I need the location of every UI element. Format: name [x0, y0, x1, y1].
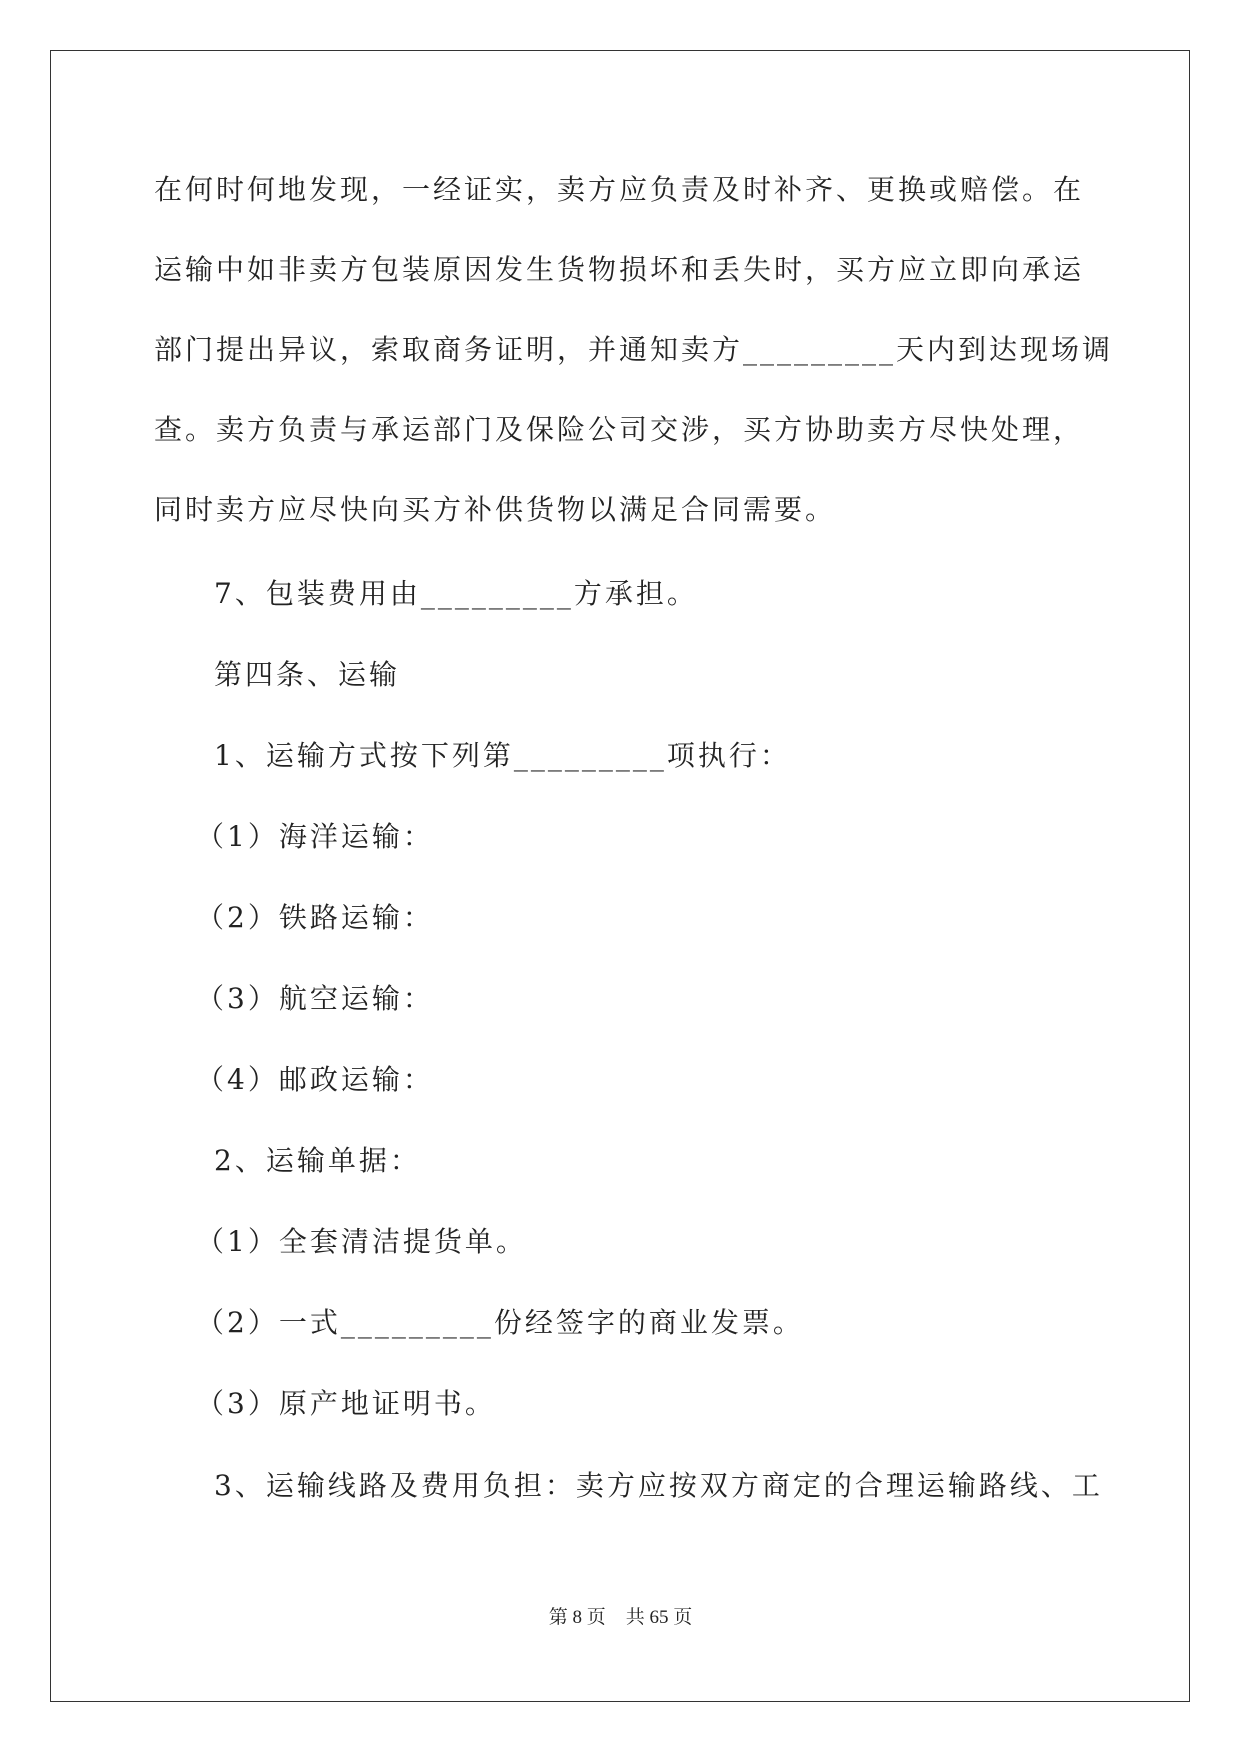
text-line: 7、包装费用由_________方承担。 [214, 577, 698, 610]
list-item: （2）铁路运输： [196, 901, 434, 934]
text-line: 1、运输方式按下列第_________项执行： [214, 739, 791, 772]
text-line: 运输中如非卖方包装原因发生货物损坏和丢失时，买方应立即向承运 [154, 253, 1085, 286]
text-line: 部门提出异议，索取商务证明，并通知卖方_________天内到达现场调 [154, 333, 1114, 366]
list-item: （3）原产地证明书。 [196, 1387, 496, 1420]
list-item: （1）海洋运输： [196, 820, 434, 853]
list-item: （2）一式_________份经签字的商业发票。 [196, 1306, 804, 1339]
text-line: 查。卖方负责与承运部门及保险公司交涉，买方协助卖方尽快处理， [154, 413, 1085, 446]
list-item: （3）航空运输： [196, 982, 434, 1015]
text-line: 在何时何地发现，一经证实，卖方应负责及时补齐、更换或赔偿。在 [154, 173, 1085, 206]
page-total: 共 65 页 [625, 1607, 693, 1628]
list-item: （1）全套清洁提货单。 [196, 1225, 527, 1258]
page-footer [0, 1605, 1241, 1631]
text-line: 3、运输线路及费用负担：卖方应按双方商定的合理运输路线、工 [214, 1469, 1103, 1502]
page-number: 第 8 页 [548, 1607, 606, 1628]
page-border [50, 50, 1190, 1702]
text-line: 2、运输单据： [214, 1144, 421, 1177]
list-item: （4）邮政运输： [196, 1063, 434, 1096]
section-heading: 第四条、运输 [214, 658, 401, 691]
text-line: 同时卖方应尽快向买方补供货物以满足合同需要。 [154, 493, 837, 526]
